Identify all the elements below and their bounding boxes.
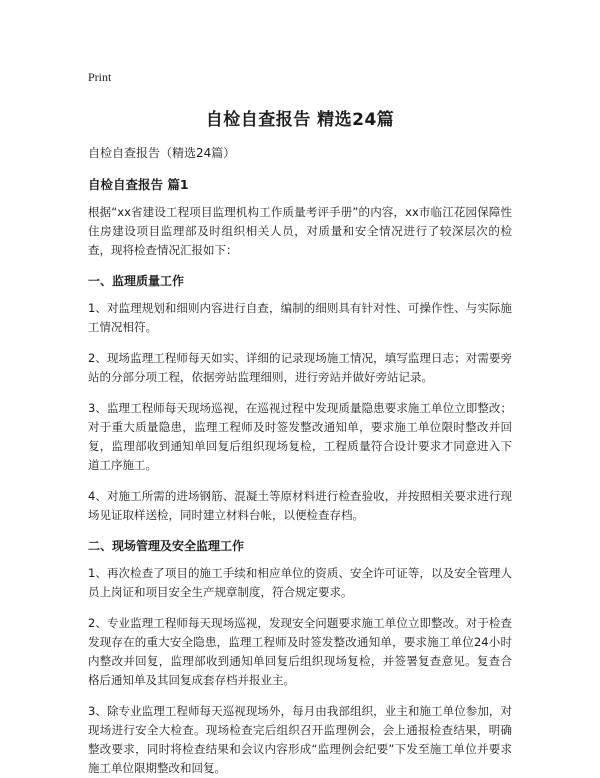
intro-paragraph: 根据“xx省建设工程项目监理机构工作质量考评手册”的内容，xx市临江花园保障性住房建设项目监理部及时组织相关人员，对质量和安全情况进行了较深层次的检查，现将检查情况汇报如下：	[88, 205, 512, 257]
part1-item-1: 1、对监理规划和细则内容进行自查，编制的细则具有针对性、可操作性、与实际施工情况相符。	[88, 301, 512, 334]
part1-item-3: 3、监理工程师每天现场巡视，在巡视过程中发现质量隐患要求施工单位立即整改；对于重大质量隐患，监理工程师及时签发整改通知单，要求施工单位限时整改并回复，监理部收到通知单回复后组织现场复检，工程质量符合设计要求才同意进入下道工序施工。	[88, 401, 512, 472]
part1-item-2: 2、现场监理工程师每天如实、详细的记录现场施工情况，填写监理日志；对需要旁站的分部分项工程，依据旁站监理细则，进行旁站并做好旁站记录。	[88, 351, 512, 384]
document-title: 自检自查报告 精选24篇	[205, 110, 395, 130]
part2-item-3: 3、除专业监理工程师每天巡视现场外，每月由我部组织，业主和施工单位参加，对现场进行安全大检查。现场检查完后组织召开监理例会，会上通报检查结果，明确整改要求，同时将检查结果和会议内容形成“监理例会纪要”下发至施工单位并要求施工单位限期整改和回复。	[88, 704, 512, 775]
part1-item-4: 4、对施工所需的进场钢筋、混凝土等原材料进行检查验收，并按照相关要求进行现场见证取样送检，同时建立材料台帐，以便检查存档。	[88, 489, 512, 522]
part2-heading: 二、现场管理及安全监理工作	[88, 539, 245, 553]
part2-item-1: 1、再次检查了项目的施工手续和相应单位的资质、安全许可证等，以及安全管理人员上岗证和项目安全生产规章制度，符合规定要求。	[88, 566, 512, 599]
print-link[interactable]: Print	[88, 70, 112, 84]
document-subtitle: 自检自查报告（精选24篇）	[88, 146, 236, 160]
section-title: 自检自查报告 篇1	[88, 177, 189, 192]
part1-heading: 一、监理质量工作	[88, 274, 185, 288]
part2-item-2: 2、专业监理工程师每天现场巡视，发现安全问题要求施工单位立即整改。对于检查发现存在的重大安全隐患，监理工程师及时签发整改通知单，要求施工单位24小时内整改并回复，监理部收到通知单回复后组织现场复检，并签署复查意见。复查合格后通知单及其回复成套存档并报业主。	[88, 616, 512, 687]
